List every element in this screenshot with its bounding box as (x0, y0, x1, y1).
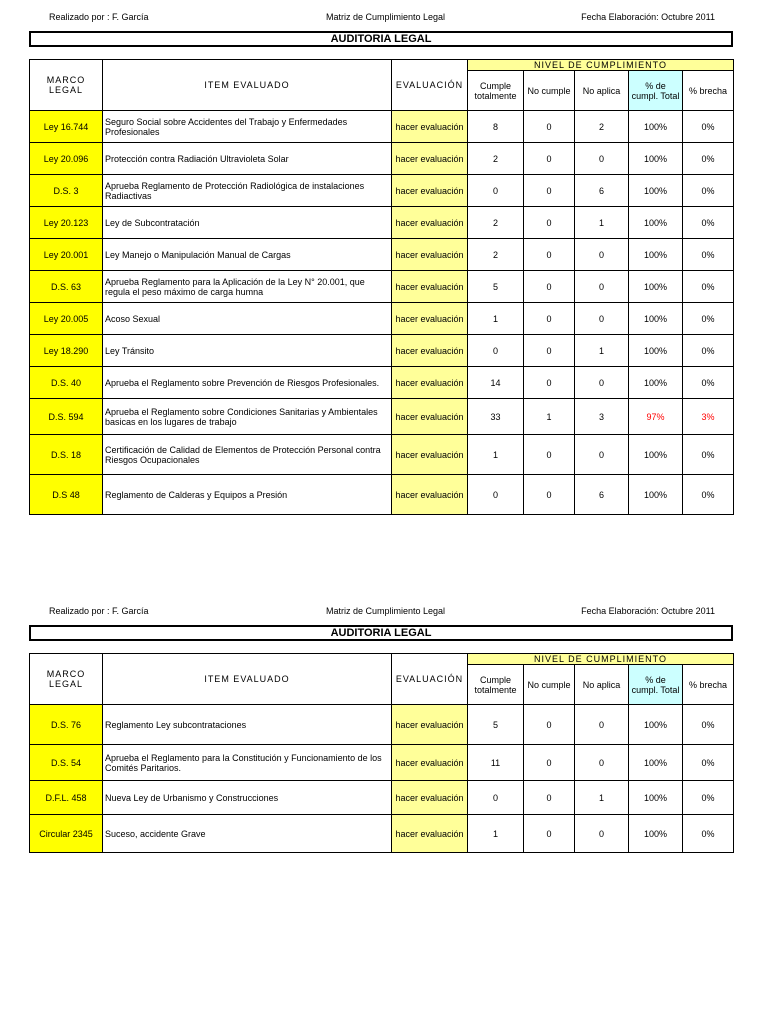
no-cumple-cell: 0 (524, 143, 575, 175)
hacer-evaluacion-link[interactable]: hacer evaluación (392, 303, 468, 335)
col-nivel-cumplimiento: NIVEL DE CUMPLIMIENTO (468, 60, 734, 71)
marco-legal-cell: Circular 2345 (30, 815, 103, 853)
item-evaluado-cell: Protección contra Radiación Ultravioleta Solar (103, 143, 392, 175)
cumple-totalmente-cell: 5 (468, 271, 524, 303)
no-cumple-cell: 0 (524, 239, 575, 271)
no-aplica-cell: 0 (575, 705, 629, 745)
no-cumple-cell: 0 (524, 435, 575, 475)
hacer-evaluacion-link[interactable]: hacer evaluación (392, 475, 468, 515)
col-no-cumple: No cumple (524, 665, 575, 705)
table-row (30, 435, 734, 475)
item-evaluado-cell: Acoso Sexual (103, 303, 392, 335)
no-aplica-cell: 3 (575, 399, 629, 435)
pct-cumplimiento-cell: 97% (629, 399, 683, 435)
pct-cumplimiento-cell: 100% (629, 239, 683, 271)
marco-legal-cell: D.S 48 (30, 475, 103, 515)
page-block-2 (29, 606, 733, 853)
cumple-totalmente-cell: 33 (468, 399, 524, 435)
cumple-totalmente-cell: 0 (468, 335, 524, 367)
item-evaluado-cell: Aprueba el Reglamento sobre Condiciones Sanitarias y Ambientales basicas en los lugares de trabajo (103, 399, 392, 435)
cumple-totalmente-cell: 2 (468, 239, 524, 271)
no-cumple-cell: 0 (524, 367, 575, 399)
pct-brecha-cell: 0% (683, 435, 734, 475)
table-row (30, 475, 734, 515)
cumple-totalmente-cell: 5 (468, 705, 524, 745)
item-evaluado-cell: Reglamento de Calderas y Equipos a Presión (103, 475, 392, 515)
hacer-evaluacion-link[interactable]: hacer evaluación (392, 745, 468, 781)
col-evaluacion: EVALUACIÓN (392, 654, 468, 705)
table-row (30, 271, 734, 303)
no-aplica-cell: 2 (575, 111, 629, 143)
pct-cumplimiento-cell: 100% (629, 175, 683, 207)
marco-legal-cell: Ley 20.096 (30, 143, 103, 175)
no-cumple-cell: 0 (524, 815, 575, 853)
col-marco-legal: MARCO LEGAL (30, 60, 103, 111)
table-row (30, 705, 734, 745)
marco-legal-cell: D.S. 594 (30, 399, 103, 435)
cumple-totalmente-cell: 2 (468, 143, 524, 175)
report-title: AUDITORIA LEGAL (29, 625, 733, 641)
col-pct-brecha: % brecha (683, 71, 734, 111)
header-date: Fecha Elaboración: Octubre 2011 (581, 606, 715, 616)
pct-brecha-cell: 0% (683, 303, 734, 335)
col-no-aplica: No aplica (575, 71, 629, 111)
pct-brecha-cell: 0% (683, 143, 734, 175)
header-author: Realizado por : F. García (49, 12, 149, 22)
pct-brecha-cell: 0% (683, 475, 734, 515)
pct-cumplimiento-cell: 100% (629, 207, 683, 239)
pct-brecha-cell: 0% (683, 207, 734, 239)
table-row (30, 815, 734, 853)
col-nivel-cumplimiento: NIVEL DE CUMPLIMIENTO (468, 654, 734, 665)
no-cumple-cell: 0 (524, 271, 575, 303)
hacer-evaluacion-link[interactable]: hacer evaluación (392, 335, 468, 367)
no-cumple-cell: 0 (524, 781, 575, 815)
no-cumple-cell: 0 (524, 175, 575, 207)
col-pct-brecha: % brecha (683, 665, 734, 705)
item-evaluado-cell: Reglamento Ley subcontrataciones (103, 705, 392, 745)
header-doc-title: Matriz de Cumplimiento Legal (326, 606, 446, 616)
no-aplica-cell: 0 (575, 367, 629, 399)
pct-brecha-cell: 0% (683, 111, 734, 143)
table-row (30, 781, 734, 815)
marco-legal-cell: Ley 20.123 (30, 207, 103, 239)
pct-cumplimiento-cell: 100% (629, 815, 683, 853)
no-cumple-cell: 0 (524, 111, 575, 143)
no-aplica-cell: 0 (575, 815, 629, 853)
table-row (30, 745, 734, 781)
page-block-1 (29, 12, 733, 515)
item-evaluado-cell: Aprueba el Reglamento sobre Prevención de Riesgos Profesionales. (103, 367, 392, 399)
no-aplica-cell: 1 (575, 781, 629, 815)
pct-brecha-cell: 0% (683, 271, 734, 303)
item-evaluado-cell: Seguro Social sobre Accidentes del Trabajo y Enfermedades Profesionales (103, 111, 392, 143)
pct-brecha-cell: 0% (683, 239, 734, 271)
table-row (30, 303, 734, 335)
item-evaluado-cell: Aprueba el Reglamento para la Constitución y Funcionamiento de los Comités Paritarios. (103, 745, 392, 781)
hacer-evaluacion-link[interactable]: hacer evaluación (392, 815, 468, 853)
pct-brecha-cell: 0% (683, 745, 734, 781)
no-aplica-cell: 0 (575, 435, 629, 475)
no-aplica-cell: 0 (575, 239, 629, 271)
pct-cumplimiento-cell: 100% (629, 143, 683, 175)
header-date: Fecha Elaboración: Octubre 2011 (581, 12, 715, 22)
hacer-evaluacion-link[interactable]: hacer evaluación (392, 175, 468, 207)
no-aplica-cell: 1 (575, 335, 629, 367)
hacer-evaluacion-link[interactable]: hacer evaluación (392, 399, 468, 435)
pct-cumplimiento-cell: 100% (629, 303, 683, 335)
col-no-aplica: No aplica (575, 665, 629, 705)
pct-cumplimiento-cell: 100% (629, 705, 683, 745)
pct-cumplimiento-cell: 100% (629, 745, 683, 781)
pct-brecha-cell: 0% (683, 781, 734, 815)
col-pct-cumplimiento: % de cumpl. Total (629, 71, 683, 111)
item-evaluado-cell: Aprueba Reglamento de Protección Radiológica de instalaciones Radiactivas (103, 175, 392, 207)
col-item-evaluado: ITEM EVALUADO (103, 60, 392, 111)
page-header (29, 12, 733, 26)
item-evaluado-cell: Certificación de Calidad de Elementos de Protección Personal contra Riesgos Ocupacionales (103, 435, 392, 475)
pct-cumplimiento-cell: 100% (629, 475, 683, 515)
hacer-evaluacion-link[interactable]: hacer evaluación (392, 435, 468, 475)
no-cumple-cell: 0 (524, 335, 575, 367)
cumple-totalmente-cell: 11 (468, 745, 524, 781)
hacer-evaluacion-link[interactable]: hacer evaluación (392, 143, 468, 175)
marco-legal-cell: D.F.L. 458 (30, 781, 103, 815)
item-evaluado-cell: Ley de Subcontratación (103, 207, 392, 239)
hacer-evaluacion-link[interactable]: hacer evaluación (392, 705, 468, 745)
no-aplica-cell: 6 (575, 475, 629, 515)
hacer-evaluacion-link[interactable]: hacer evaluación (392, 367, 468, 399)
hacer-evaluacion-link[interactable]: hacer evaluación (392, 111, 468, 143)
no-aplica-cell: 0 (575, 745, 629, 781)
cumple-totalmente-cell: 0 (468, 175, 524, 207)
no-aplica-cell: 0 (575, 303, 629, 335)
pct-cumplimiento-cell: 100% (629, 271, 683, 303)
table-row (30, 175, 734, 207)
pct-brecha-cell: 0% (683, 175, 734, 207)
cumple-totalmente-cell: 0 (468, 475, 524, 515)
pct-cumplimiento-cell: 100% (629, 111, 683, 143)
hacer-evaluacion-link[interactable]: hacer evaluación (392, 239, 468, 271)
item-evaluado-cell: Nueva Ley de Urbanismo y Construcciones (103, 781, 392, 815)
pct-brecha-cell: 0% (683, 367, 734, 399)
col-cumple-totalmente: Cumple totalmente (468, 665, 524, 705)
pct-brecha-cell: 3% (683, 399, 734, 435)
item-evaluado-cell: Suceso, accidente Grave (103, 815, 392, 853)
hacer-evaluacion-link[interactable]: hacer evaluación (392, 781, 468, 815)
table-row (30, 367, 734, 399)
report-title: AUDITORIA LEGAL (29, 31, 733, 47)
cumple-totalmente-cell: 1 (468, 435, 524, 475)
no-aplica-cell: 1 (575, 207, 629, 239)
table-row (30, 239, 734, 271)
pct-brecha-cell: 0% (683, 335, 734, 367)
col-item-evaluado: ITEM EVALUADO (103, 654, 392, 705)
col-pct-cumplimiento: % de cumpl. Total (629, 665, 683, 705)
no-cumple-cell: 0 (524, 745, 575, 781)
no-aplica-cell: 0 (575, 143, 629, 175)
pct-cumplimiento-cell: 100% (629, 335, 683, 367)
no-cumple-cell: 0 (524, 207, 575, 239)
marco-legal-cell: D.S. 40 (30, 367, 103, 399)
table-row (30, 143, 734, 175)
no-aplica-cell: 0 (575, 271, 629, 303)
cumple-totalmente-cell: 14 (468, 367, 524, 399)
page-header (29, 606, 733, 620)
no-cumple-cell: 0 (524, 705, 575, 745)
cumple-totalmente-cell: 0 (468, 781, 524, 815)
pct-cumplimiento-cell: 100% (629, 367, 683, 399)
pct-brecha-cell: 0% (683, 815, 734, 853)
cumple-totalmente-cell: 8 (468, 111, 524, 143)
marco-legal-cell: D.S. 54 (30, 745, 103, 781)
table-row (30, 399, 734, 435)
cumple-totalmente-cell: 2 (468, 207, 524, 239)
col-evaluacion: EVALUACIÓN (392, 60, 468, 111)
table-row (30, 111, 734, 143)
pct-brecha-cell: 0% (683, 705, 734, 745)
item-evaluado-cell: Aprueba Reglamento para la Aplicación de la Ley N° 20.001, que regula el peso máximo de carga humna (103, 271, 392, 303)
marco-legal-cell: D.S. 3 (30, 175, 103, 207)
no-cumple-cell: 0 (524, 303, 575, 335)
col-cumple-totalmente: Cumple totalmente (468, 71, 524, 111)
audit-table (29, 653, 734, 853)
header-doc-title: Matriz de Cumplimiento Legal (326, 12, 446, 22)
marco-legal-cell: Ley 18.290 (30, 335, 103, 367)
cumple-totalmente-cell: 1 (468, 303, 524, 335)
col-no-cumple: No cumple (524, 71, 575, 111)
col-marco-legal: MARCO LEGAL (30, 654, 103, 705)
header-author: Realizado por : F. García (49, 606, 149, 616)
marco-legal-cell: Ley 20.005 (30, 303, 103, 335)
audit-table (29, 59, 734, 515)
hacer-evaluacion-link[interactable]: hacer evaluación (392, 271, 468, 303)
pct-cumplimiento-cell: 100% (629, 781, 683, 815)
marco-legal-cell: D.S. 63 (30, 271, 103, 303)
marco-legal-cell: D.S. 18 (30, 435, 103, 475)
no-aplica-cell: 6 (575, 175, 629, 207)
item-evaluado-cell: Ley Manejo o Manipulación Manual de Cargas (103, 239, 392, 271)
no-cumple-cell: 0 (524, 475, 575, 515)
cumple-totalmente-cell: 1 (468, 815, 524, 853)
no-cumple-cell: 1 (524, 399, 575, 435)
table-row (30, 207, 734, 239)
hacer-evaluacion-link[interactable]: hacer evaluación (392, 207, 468, 239)
table-row (30, 335, 734, 367)
pct-cumplimiento-cell: 100% (629, 435, 683, 475)
marco-legal-cell: Ley 20.001 (30, 239, 103, 271)
marco-legal-cell: D.S. 76 (30, 705, 103, 745)
item-evaluado-cell: Ley Tránsito (103, 335, 392, 367)
marco-legal-cell: Ley 16.744 (30, 111, 103, 143)
